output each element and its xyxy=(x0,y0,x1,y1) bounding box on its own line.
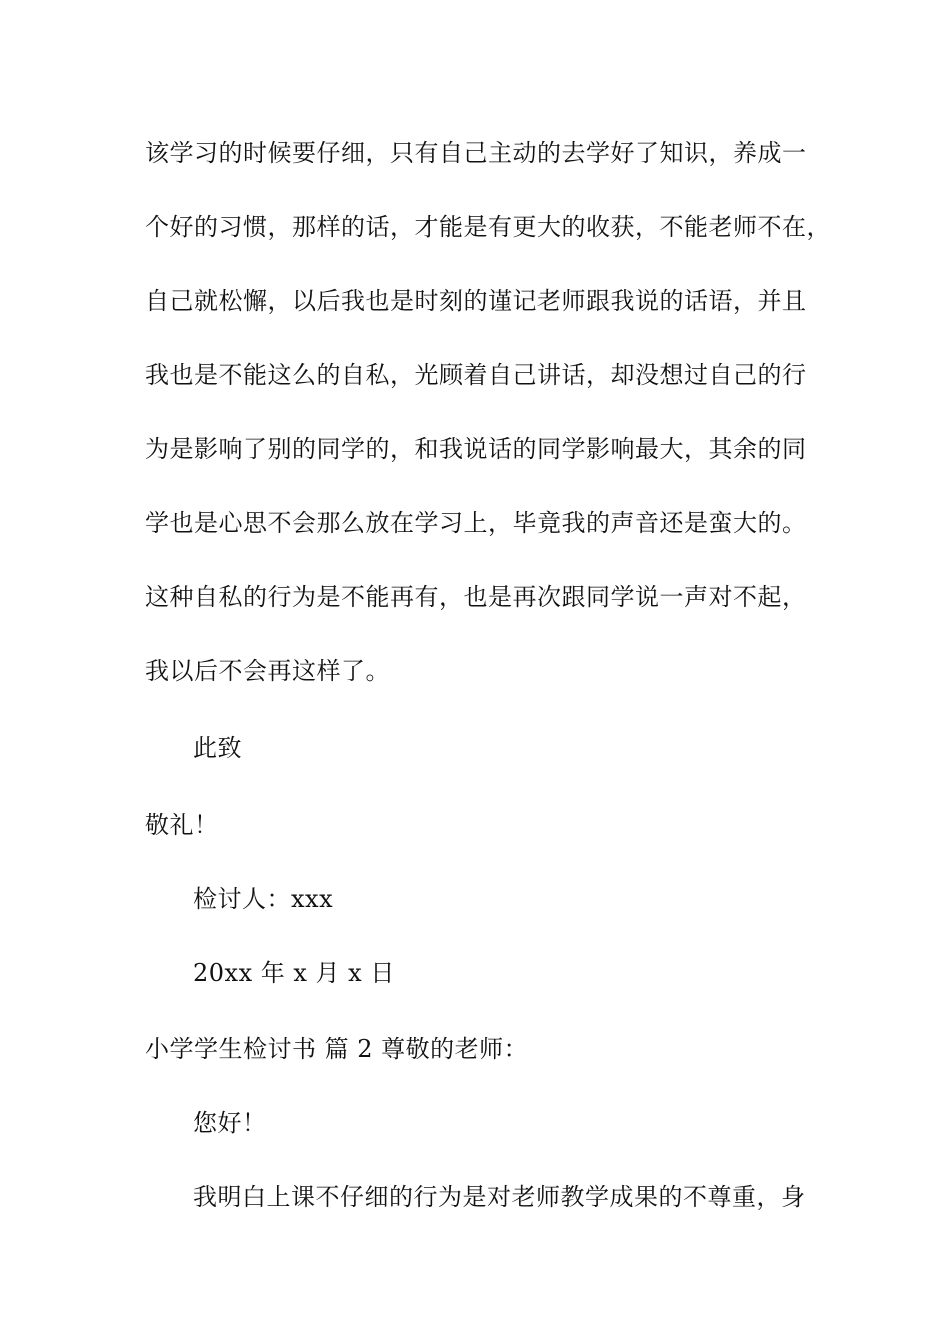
body-text-line: 这种自私的行为是不能再有，也是再次跟同学说一声对不起， xyxy=(145,583,807,611)
body-text-line: 为是影响了别的同学的，和我说话的同学影响最大，其余的同 xyxy=(145,435,807,463)
date-line: 20xx 年 x 月 x 日 xyxy=(193,959,395,987)
body-text-line: 我也是不能这么的自私，光顾着自己讲话，却没想过自己的行 xyxy=(145,361,807,389)
salutation-closing: 敬礼！ xyxy=(145,811,219,839)
body-text-line: 学也是心思不会那么放在学习上，毕竟我的声音还是蛮大的。 xyxy=(145,509,807,537)
body-text-line: 我明白上课不仔细的行为是对老师教学成果的不尊重，身 xyxy=(193,1183,806,1211)
section-heading: 小学学生检讨书 篇 2 尊敬的老师： xyxy=(145,1035,529,1063)
body-text-line: 我以后不会再这样了。 xyxy=(145,657,390,685)
closing-phrase: 此致 xyxy=(193,734,242,762)
body-text-line: 自己就松懈，以后我也是时刻的谨记老师跟我说的话语，并且 xyxy=(145,287,807,315)
signature-line: 检讨人：xxx xyxy=(193,885,334,913)
greeting-line: 您好！ xyxy=(193,1109,267,1137)
body-text-line: 该学习的时候要仔细，只有自己主动的去学好了知识，养成一 xyxy=(145,139,807,167)
body-text-line: 个好的习惯，那样的话，才能是有更大的收获，不能老师不在， xyxy=(145,213,831,241)
